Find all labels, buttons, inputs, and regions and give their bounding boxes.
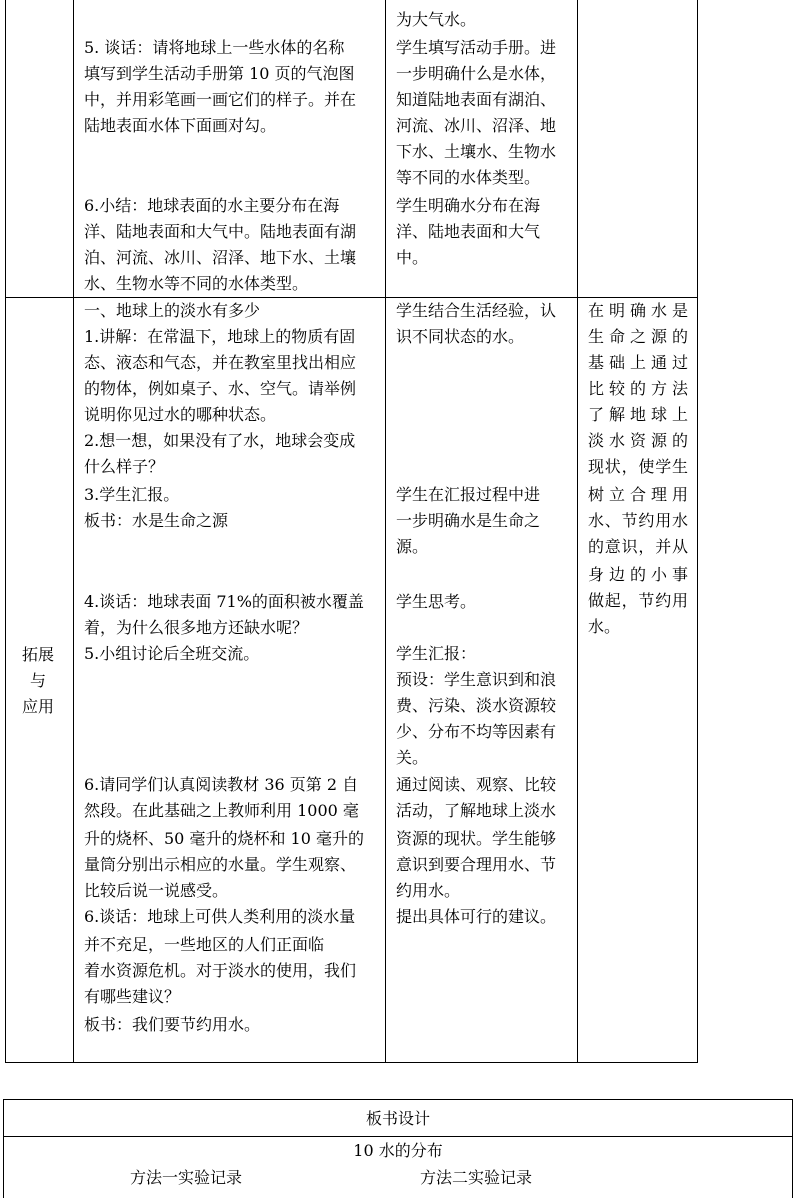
top-col2-line: 河流、冰川、沼泽、地 [396,116,557,135]
section-col3-line: 比较的方法 [588,379,688,398]
section-col1-line: 5.小组讨论后全班交流。 [84,644,260,663]
section-col2-line: 学生汇报： [396,644,477,663]
section-col1-line: 2.想一想，如果没有了水，地球会变成 [84,431,356,450]
top-col2-line: 学生填写活动手册。进 [396,38,557,57]
section-col1-line: 板书：水是生命之源 [84,511,229,530]
col-divider-2 [385,0,386,1063]
section-label-line: 拓展 [22,645,55,664]
table-right-border [697,0,698,1063]
section-col3-line: 基础上通过 [588,353,688,372]
section-col3-line: 淡水资源的 [588,431,688,450]
section-col2-line: 学生在汇报过程中进 [396,485,541,504]
section-col1-line: 态、液态和气态，并在教室里找出相应 [84,353,357,372]
top-col2-line: 中。 [396,248,429,267]
top-col1-line: 水、生物水等不同的水体类型。 [84,274,309,293]
section-col1-line: 一、地球上的淡水有多少 [84,301,261,320]
section-col3-line: 现状，使学生 [588,457,688,476]
section-col3-line: 水。 [588,617,621,636]
section-col2-line: 活动，了解地球上淡水 [396,801,557,820]
section-col2-line: 费、污染、淡水资源较 [396,696,557,715]
section-col3-line: 树立合理用 [588,485,688,504]
top-col2-line: 洋、陆地表面和大气 [396,222,541,241]
section-label-line: 应用 [22,697,55,716]
col-divider-1 [73,0,74,1063]
top-col1-line: 5. 谈话：请将地球上一些水体的名称 [84,38,345,57]
section-col2-line: 预设：学生意识到和浪 [396,670,557,689]
section-col2-line: 通过阅读、观察、比较 [396,775,557,794]
board-left-heading: 方法一实验记录 [130,1168,243,1187]
section-col3-line: 的意识，并从 [588,537,688,556]
section-col1-line: 4.谈话：地球表面 71%的面积被水覆盖 [84,592,364,611]
section-col1-line: 说明你见过水的哪种状态。 [84,405,277,424]
section-col1-line: 什么样子？ [84,457,165,476]
top-col1-line: 填写到学生活动手册第 10 页的气泡图 [84,64,355,83]
top-col2-line: 下水、土壤水、生物水 [396,142,557,161]
section-col1-line: 板书：我们要节约用水。 [84,1015,261,1034]
section-col1-line: 比较后说一说感受。 [84,881,229,900]
top-col2-line: 等不同的水体类型。 [396,168,541,187]
section-col3-line: 生命之源的 [588,327,688,346]
section-col2-line: 关。 [396,748,429,767]
table-bottom-border [5,1062,698,1063]
section-col2-line: 识不同状态的水。 [396,327,525,346]
top-col1-line: 陆地表面水体下面画对勾。 [84,116,277,135]
board-row-divider [3,1136,793,1137]
table-left-border [5,0,6,1063]
section-label-line: 与 [30,671,47,690]
section-col2-line: 意识到要合理用水、节 [396,855,557,874]
section-col1-line: 着水资源危机。对于淡水的使用，我们 [84,961,357,980]
section-col1-line: 并不充足，一些地区的人们正面临 [84,935,325,954]
section-col1-line: 6.请同学们认真阅读教材 36 页第 2 自 [84,775,359,794]
top-col1-line: 洋、陆地表面和大气中。陆地表面有湖 [84,222,357,241]
top-col2-line: 为大气水。 [396,10,477,29]
section-col2-line: 资源的现状。学生能够 [396,829,557,848]
section-col2-line: 提出具体可行的建议。 [396,907,557,926]
section-col1-line: 量筒分别出示相应的水量。学生观察、 [84,855,357,874]
top-col2-line: 一步明确什么是水体， [396,64,557,83]
top-col2-line: 知道陆地表面有湖泊、 [396,90,557,109]
section-col2-line: 一步明确水是生命之 [396,511,541,530]
section-col1-line: 升的烧杯、50 毫升的烧杯和 10 毫升的 [84,829,364,848]
top-col1-line: 6.小结：地球表面的水主要分布在海 [84,196,340,215]
section-col2-line: 学生结合生活经验，认 [396,301,557,320]
section-col1-line: 1.讲解：在常温下，地球上的物质有固 [84,327,356,346]
board-top-border [3,1099,793,1100]
section-col1-line: 着，为什么很多地方还缺水呢？ [84,618,309,637]
top-col2-line: 学生明确水分布在海 [396,196,541,215]
board-right-heading: 方法二实验记录 [420,1168,533,1187]
section-col3-line: 做起，节约用 [588,591,688,610]
top-col1-line: 中，并用彩笔画一画它们的样子。并在 [84,90,357,109]
section-col2-line: 少、分布不均等因素有 [396,722,557,741]
section-col3-line: 水、节约用水 [588,511,688,530]
board-title: 板书设计 [365,1109,430,1128]
board-subtitle: 10 水的分布 [353,1141,443,1160]
section-col2-line: 源。 [396,537,429,556]
section-col1-line: 的物体，例如桌子、水、空气。请举例 [84,379,357,398]
section-col3-line: 了解地球上 [588,405,688,424]
section-col3-line: 身边的小事 [588,565,688,584]
section-col1-line: 然段。在此基础之上教师利用 1000 毫 [84,801,359,820]
section-col3-line: 在明确水是 [588,301,688,320]
col-divider-3 [577,0,578,1063]
section-col1-line: 6.谈话：地球上可供人类利用的淡水量 [84,907,356,926]
top-col1-line: 泊、河流、冰川、沼泽、地下水、土壤 [84,248,357,267]
section-col2-line: 学生思考。 [396,592,477,611]
section-col1-line: 3.学生汇报。 [84,485,180,504]
section-col2-line: 约用水。 [396,881,461,900]
section-col1-line: 有哪些建议？ [84,987,181,1006]
